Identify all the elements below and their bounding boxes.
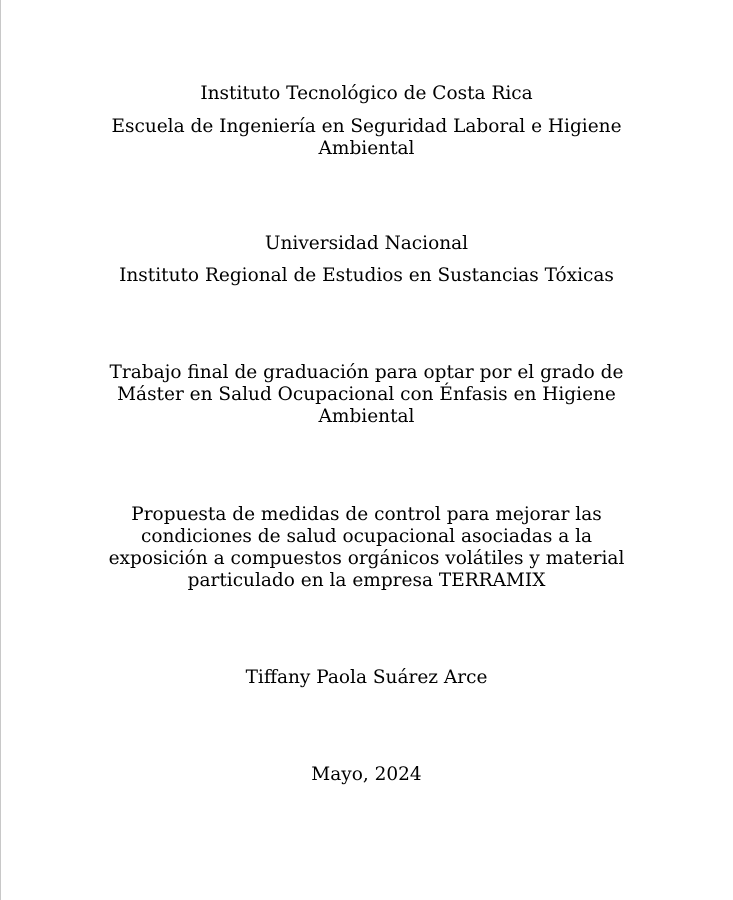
school-name-line-2: Ambiental [318,138,415,159]
author-block [0,667,733,689]
institution-2-block [0,233,733,287]
author-name: Tiffany Paola Suárez Arce [245,667,488,688]
thesis-title-line-2: condiciones de salud ocupacional asociadas a la [140,526,593,547]
degree-statement [0,362,733,428]
date-block [0,764,733,786]
thesis-title-line-4: particulado en la empresa TERRAMIX [187,570,546,591]
thesis-title-line-1: Propuesta de medidas de control para mejorar las [131,504,602,525]
publication-date: Mayo, 2024 [311,764,422,785]
institution-1-name: Instituto Tecnológico de Costa Rica [200,83,533,104]
degree-line-3: Ambiental [318,406,415,427]
degree-line-2: Máster en Salud Ocupacional con Énfasis en Higiene [117,384,616,405]
degree-line-1: Trabajo final de graduación para optar por el grado de [109,362,624,383]
thesis-title [0,504,733,592]
thesis-title-line-3: exposición a compuestos orgánicos volátiles y material [108,548,625,569]
institution-1-block [0,83,733,160]
institute-name: Instituto Regional de Estudios en Sustancias Tóxicas [119,265,614,286]
school-name-line-1: Escuela de Ingeniería en Seguridad Laboral e Higiene [111,116,622,137]
institution-2-name: Universidad Nacional [264,233,469,254]
